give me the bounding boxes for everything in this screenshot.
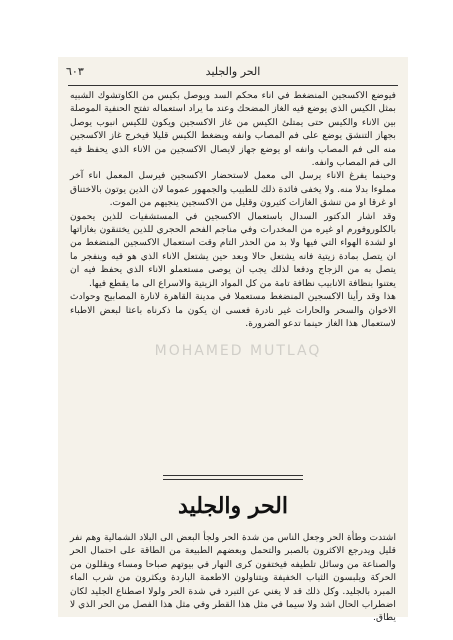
paragraph: فيوضع الاكسجين المنضغط في اناء محكم السد ويوصل بكيس من الكاوتشوك الشبيه بمثل الكيس الذي يوضع فيه الغاز المضحك وعند ما يراد استعماله تفتح الحنفية الموصلة بين الاناء والكيس حتى يمتلئ الكيس من غاز الاكسجين ويكون للكيس انبوب يوصل بجهاز التنشق يوضع على فم المصاب وانفه ويضغط الكيس قليلا فيخرج غاز الاكسجين منه الى فم المصاب وانفه او يوضع جهاز لايصال الاكسجين من الاناء الذي يحفظ فيه الى فم المصاب وانفه. — [70, 90, 396, 169]
document-page — [58, 57, 408, 624]
article-text-bottom — [70, 531, 396, 625]
section-divider — [163, 475, 303, 481]
section-heading: الحر والجليد — [178, 493, 288, 519]
page-header — [66, 65, 400, 83]
header-rule — [68, 85, 398, 86]
paragraph: هذا وقد رأينا الاكسجين المنضغط مستعملا في مدينة القاهرة لانارة المصابيح وحوادث الاخوان والسحر والحارات غير نادرة فعسى ان يكون ما ذكرناه باعثا لبعض الاطباء لاستعمال هذا الغاز حينما تدعو الضرورة. — [70, 291, 396, 329]
paragraph: اشتدت وطأة الحر وجعل الناس من شدة الحر ولجأ البعض الى البلاد الشمالية وهم نفر قليل ويدرجع الاكثرون بالصبر والتحمل وبعضهم الطبيعة من الطاقة على احتمال الحر والصناعة من وسائل تلطيفه فيختفون كرى النهار في بيوتهم صباحا ومساء ويقللون من الحركة ويلبسون الثياب الخفيفة ويتناولون الاطعمة الباردة ويكثرون من شرب الماء المبرد بالجليد. وكل ذلك قد لا يغني عن التبرد في شدة الحر ولولا اصطناع الجليد لكان اضطراب الحال اشد ولا سيما في مثل هذا القطر وفي مثل هذا الفصل من الحر الذي لا يطاق. — [70, 532, 396, 624]
page-number: ٦٠٣ — [66, 65, 84, 78]
paragraph: وقد اشار الدكتور السدال باستعمال الاكسجين في المستشفيات للذين يحمون بالكلوروفورم او غيره من المخدرات وفي مناجم الفحم الحجري للذين يختنقون بغازاتها او لشدة الهواء التي فيها ولا بد من الحذر التام وقت استعمال الاكسجين المنضغط من ان يتصل بمادة زيتية فانه يشتعل حالا وبعد حين يشتعل الاناء الذي هو فيه وينفجر ما يتصل به من الزجاج ودفعا لذلك يجب ان يوصى مستعملو الاناء الذي يحفظ فيه ان يعتنوا بنظافة الانابيب نظافة تامة من كل المواد الزيتية والاسراع الى ما يقطع فيها. — [70, 210, 396, 289]
paragraph: وحينما يفرغ الاناء يرسل الى معمل لاستحضار الاكسجين فيرسل المعمل اناء آخر مملوءا بدلا منه. ولا يخفى فائدة ذلك للطبيب والجمهور عموما لان الذين يوتون بالاختناق او غرقا او من تنشق الغازات كثيرون وقليل من الاكسجين ينجيهم من الموت. — [70, 170, 396, 209]
watermark: MOHAMED MUTLAQ — [154, 343, 322, 359]
divider-line — [163, 475, 303, 476]
article-text-top — [70, 89, 396, 330]
running-title: الحر والجليد — [205, 65, 261, 78]
divider-line — [163, 479, 303, 480]
